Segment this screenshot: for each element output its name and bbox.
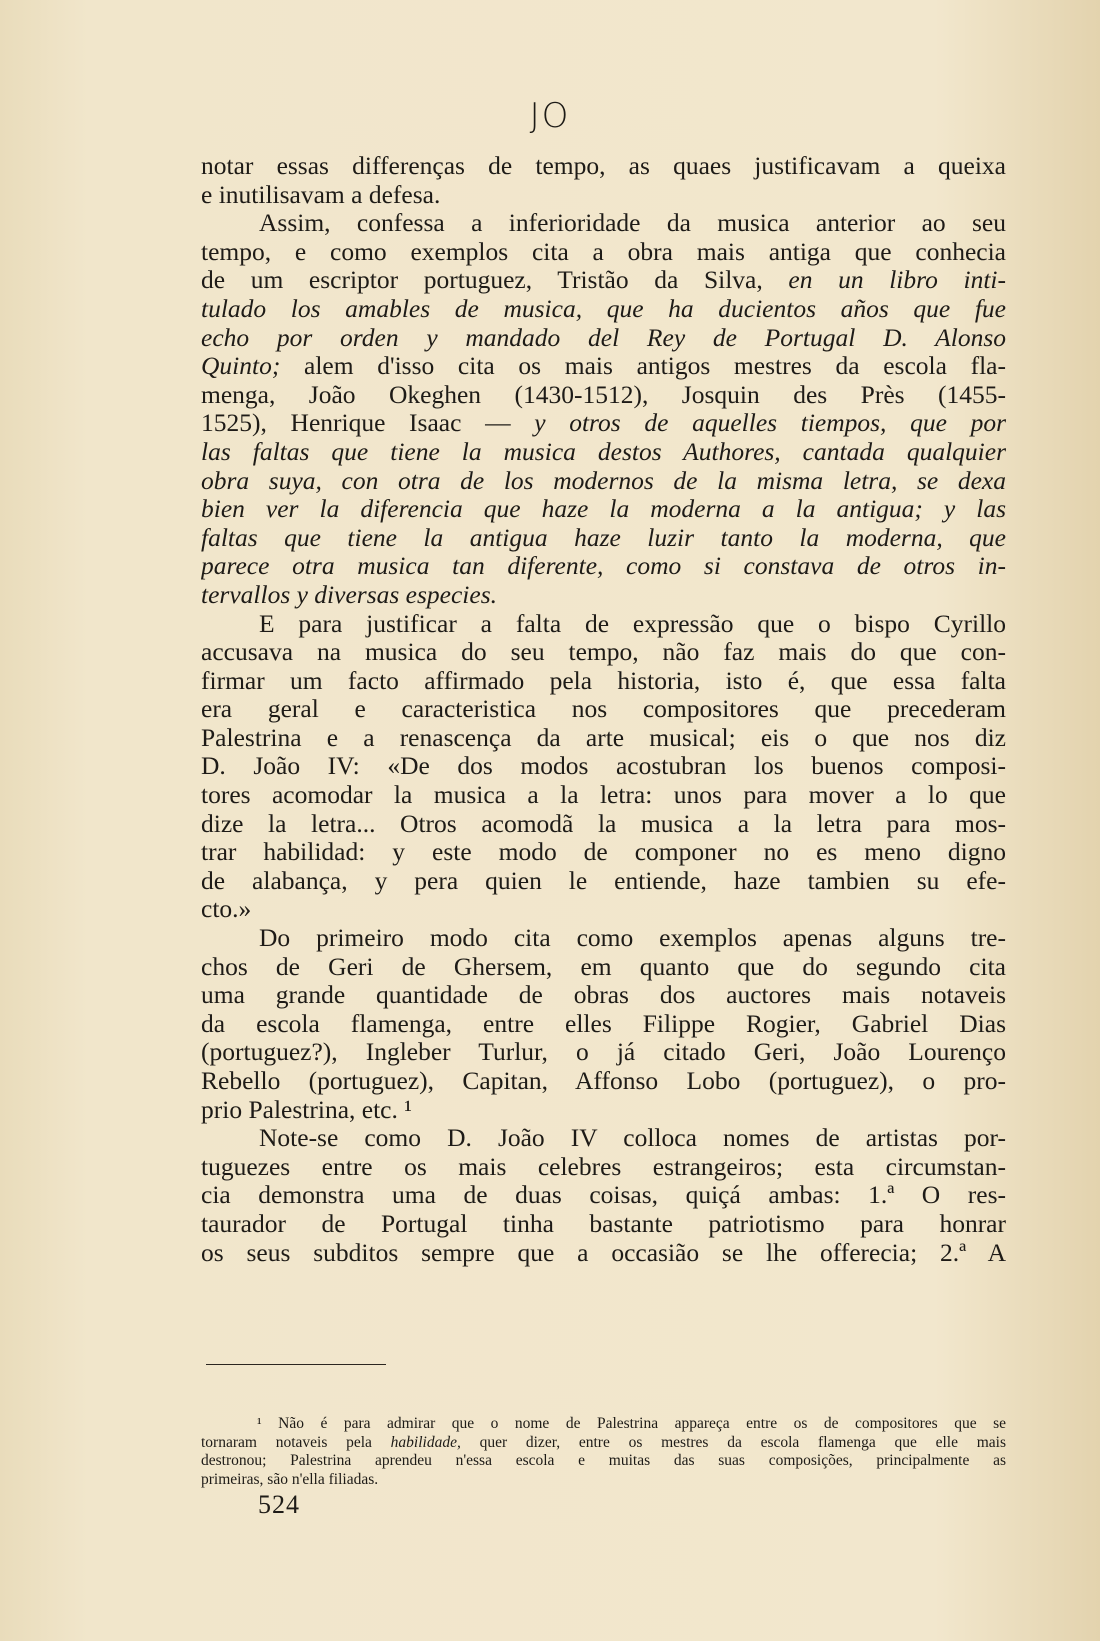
text-segment: echo por orden y mandado del Rey de Portugal D. Alonso bbox=[201, 323, 1006, 352]
text-line bbox=[201, 1210, 1006, 1239]
text-line bbox=[201, 1153, 1006, 1182]
text-line bbox=[201, 953, 1006, 982]
text-segment: obra suya, con otra de los modernos de la misma letra, se dexa bbox=[201, 466, 1006, 495]
text-segment: era geral e caracteristica nos compositores que precederam bbox=[201, 695, 1006, 724]
text-segment: Rebello (portuguez), Capitan, Affonso Lobo (portuguez), o pro- bbox=[201, 1067, 1006, 1095]
text-segment: Assim, confessa a inferioridade da musica anterior ao seu bbox=[259, 209, 1006, 238]
text-segment: Quinto; bbox=[201, 352, 304, 381]
text-line bbox=[201, 1124, 1006, 1153]
text-segment: tervallos y diversas especies. bbox=[201, 580, 498, 609]
text-line bbox=[201, 181, 1006, 210]
text-segment: de um escriptor portuguez, Tristão da Silva, bbox=[201, 266, 789, 295]
text-line bbox=[201, 981, 1006, 1010]
text-segment: da escola flamenga, entre elles Filippe Rogier, Gabriel Dias bbox=[201, 1009, 1006, 1038]
text-line bbox=[201, 381, 1006, 410]
text-segment: e inutilisavam a defesa. bbox=[201, 180, 441, 209]
text-segment: tornaram notaveis pela bbox=[201, 1433, 391, 1451]
text-line bbox=[201, 1010, 1006, 1039]
text-segment: Palestrina e a renascença da arte musical; eis o que nos diz bbox=[201, 723, 1006, 752]
text-line bbox=[201, 266, 1006, 295]
text-line bbox=[201, 524, 1006, 553]
text-line bbox=[201, 409, 1006, 438]
text-line bbox=[201, 152, 1006, 181]
text-segment: 1525), Henrique Isaac — bbox=[201, 409, 535, 438]
text-segment: notar essas differenças de tempo, as quaes justificavam a queixa bbox=[201, 152, 1006, 180]
text-line bbox=[201, 209, 1006, 238]
text-segment: y otros de aquelles tiempos, que por bbox=[534, 409, 1006, 438]
text-segment: faltas que tiene la antigua haze luzir tanto la moderna, que bbox=[201, 523, 1006, 552]
text-line bbox=[201, 438, 1006, 467]
text-segment: ¹ Não é para admirar que o nome de Palestrina appareça entre os de compositores que se bbox=[257, 1415, 1006, 1432]
text-segment: trar habilidad: y este modo de componer no es meno digno bbox=[201, 838, 1006, 867]
text-segment: os seus subditos sempre que a occasião se lhe offerecia; 2.ª A bbox=[201, 1238, 1006, 1267]
text-segment: cia demonstra uma de duas coisas, quiçá ambas: 1.ª O res- bbox=[201, 1181, 1006, 1210]
text-line bbox=[201, 1038, 1006, 1067]
text-line bbox=[201, 781, 1006, 810]
text-line bbox=[201, 352, 1006, 381]
text-segment: Note-se como D. João IV colloca nomes de artistas por- bbox=[259, 1124, 1006, 1153]
text-segment: de alabança, y pera quien le entiende, haze tambien su efe- bbox=[201, 866, 1006, 895]
text-segment: cto.» bbox=[201, 895, 252, 924]
text-line bbox=[201, 638, 1006, 667]
footnote-line bbox=[201, 1415, 1006, 1434]
text-segment: Do primeiro modo cita como exemplos apenas alguns tre- bbox=[259, 924, 1006, 953]
text-line bbox=[201, 838, 1006, 867]
text-segment: prio Palestrina, etc. ¹ bbox=[201, 1095, 412, 1124]
text-line bbox=[201, 1096, 1006, 1125]
text-line bbox=[201, 295, 1006, 324]
text-segment: tulado los amables de musica, que ha ducientos años que fue bbox=[201, 294, 1006, 323]
text-segment: accusava na musica do seu tempo, não faz mais do que con- bbox=[201, 638, 1006, 667]
footnote-line bbox=[201, 1434, 1006, 1453]
text-segment: menga, João Okeghen (1430-1512), Josquin des Près (1455- bbox=[201, 380, 1006, 409]
text-line bbox=[201, 610, 1006, 639]
text-line bbox=[201, 1239, 1006, 1268]
text-segment: firmar um facto affirmado pela historia, isto é, que essa falta bbox=[201, 666, 1006, 695]
text-segment: dize la letra... Otros acomodã la musica a la letra para mos- bbox=[201, 809, 1006, 838]
text-segment: primeiras, são n'ella filiadas. bbox=[201, 1470, 379, 1488]
text-line bbox=[201, 667, 1006, 696]
text-segment: E para justificar a falta de expressão que o bispo Cyrillo bbox=[259, 609, 1006, 638]
text-line bbox=[201, 695, 1006, 724]
text-segment: destronou; Palestrina aprendeu n'essa escola e muitas das suas composições, principalmente as bbox=[201, 1452, 1006, 1470]
text-segment: habilidade, bbox=[390, 1433, 461, 1451]
text-line bbox=[201, 238, 1006, 267]
text-segment: (portuguez?), Ingleber Turlur, o já citado Geri, João Lourenço bbox=[201, 1038, 1006, 1067]
text-line bbox=[201, 495, 1006, 524]
footnote bbox=[201, 1415, 1006, 1489]
text-line bbox=[201, 924, 1006, 953]
text-line bbox=[201, 752, 1006, 781]
text-segment: chos de Geri de Ghersem, em quanto que do segundo cita bbox=[201, 952, 1006, 981]
text-segment: tuguezes entre os mais celebres estrangeiros; esta circumstan- bbox=[201, 1152, 1006, 1181]
text-line bbox=[201, 467, 1006, 496]
body-text bbox=[201, 152, 1006, 1267]
text-segment: parece otra musica tan diferente, como si constava de otros in- bbox=[201, 552, 1006, 581]
text-line bbox=[201, 1067, 1006, 1096]
text-segment: en un libro inti- bbox=[788, 266, 1006, 295]
footnote-line bbox=[201, 1471, 1006, 1490]
running-header-number: JO bbox=[529, 96, 571, 136]
text-segment: tempo, e como exemplos cita a obra mais antiga que conhecia bbox=[201, 237, 1006, 266]
text-line bbox=[201, 1181, 1006, 1210]
text-line bbox=[201, 324, 1006, 353]
text-line bbox=[201, 552, 1006, 581]
text-line bbox=[201, 810, 1006, 839]
text-line bbox=[201, 867, 1006, 896]
text-segment: las faltas que tiene la musica destos Authores, cantada qualquier bbox=[201, 437, 1006, 466]
footnote-rule bbox=[206, 1364, 386, 1365]
text-segment: quer dizer, entre os mestres da escola flamenga que elle mais bbox=[460, 1433, 1006, 1451]
text-segment: alem d'isso cita os mais antigos mestres da escola fla- bbox=[304, 352, 1006, 381]
text-line bbox=[201, 724, 1006, 753]
text-segment: D. João IV: «De dos modos acostubran los buenos composi- bbox=[201, 752, 1006, 781]
text-segment: bien ver la diferencia que haze la moderna a la antigua; y las bbox=[201, 495, 1006, 524]
page-number: 524 bbox=[258, 1490, 300, 1519]
text-line bbox=[201, 895, 1006, 924]
text-line bbox=[201, 581, 1006, 610]
text-segment: tores acomodar la musica a la letra: unos para mover a lo que bbox=[201, 781, 1006, 810]
text-segment: taurador de Portugal tinha bastante patriotismo para honrar bbox=[201, 1209, 1006, 1238]
footnote-line bbox=[201, 1452, 1006, 1471]
text-segment: uma grande quantidade de obras dos auctores mais notaveis bbox=[201, 981, 1006, 1010]
